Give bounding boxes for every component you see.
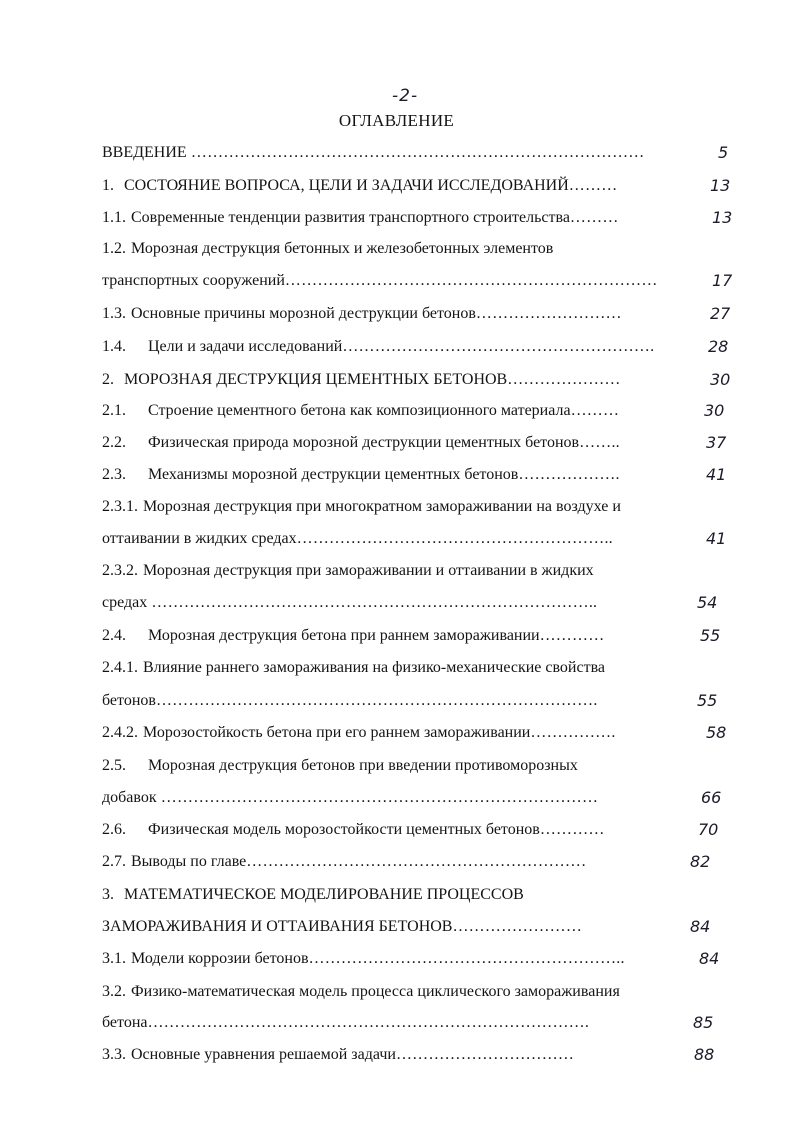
toc-entry-title: Выводы по главе xyxy=(131,853,247,870)
toc-entry-leader: ………… xyxy=(539,627,605,644)
toc-entry-leader: ……………………… xyxy=(475,305,622,322)
toc-entry xyxy=(102,494,621,520)
toc-entry-leader: ………… xyxy=(539,821,605,838)
toc-entry-title: транспортных сооружений xyxy=(102,272,285,289)
toc-entry xyxy=(102,882,524,908)
toc-entry-number: 2.3.1. xyxy=(102,498,138,515)
toc-entry-title: Морозная деструкция бетонных и железобетонных элементов xyxy=(131,240,554,257)
toc-entry-number: 1. xyxy=(102,177,114,194)
toc-entry-title: Основные причины морозной деструкции бетонов xyxy=(131,305,476,322)
toc-entry xyxy=(102,753,578,779)
toc-entry xyxy=(102,979,620,1005)
toc-entry-leader: …………………………………………………. xyxy=(342,338,655,355)
toc-entry-title: оттаивании в жидких средах xyxy=(102,530,297,547)
toc-entry-number: 2. xyxy=(102,371,114,388)
toc-entry-leader: …………………………… xyxy=(395,1046,575,1063)
toc-entry-number: 2.5. xyxy=(102,757,126,774)
toc-entry-page: 41 xyxy=(706,465,727,484)
toc-entry-page: 30 xyxy=(710,370,731,389)
toc-entry-leader: ……………. xyxy=(530,724,616,741)
toc-entry-number: 1.3. xyxy=(102,305,126,322)
toc-entry-leader: ……………………………………………………………………….. xyxy=(147,594,598,611)
toc-entry-page: 88 xyxy=(694,1045,715,1064)
toc-entry-title: добавок xyxy=(102,789,157,806)
toc-entry-number: 1.1. xyxy=(102,209,126,226)
toc-entry xyxy=(102,398,619,424)
toc-entry xyxy=(102,526,613,552)
toc-entry-number: 2.4. xyxy=(102,627,126,644)
toc-entry xyxy=(102,236,553,262)
toc-entry-title: Морозная деструкция при замораживании и оттаивании в жидких xyxy=(143,562,594,579)
toc-entry xyxy=(102,914,582,940)
toc-entry xyxy=(102,367,621,393)
toc-entry-title: средах xyxy=(102,594,148,611)
toc-entry-page: 66 xyxy=(701,788,722,807)
toc-entry-number: 2.6. xyxy=(102,821,126,838)
toc-entry-page: 41 xyxy=(706,529,727,548)
toc-entry-title: Физико-математическая модель процесса циклического замораживания xyxy=(131,983,620,1000)
toc-entry xyxy=(102,205,619,231)
toc-entry xyxy=(102,462,620,488)
page-title: ОГЛАВЛЕНИЕ xyxy=(338,111,455,130)
toc-entry-leader: ……………………………………………………… xyxy=(246,853,587,870)
toc-entry-leader: …….. xyxy=(579,434,620,451)
toc-entry-page: 84 xyxy=(690,917,711,936)
toc-entry-number: 1.2. xyxy=(102,240,126,257)
toc-entry-page: 5 xyxy=(718,143,729,162)
toc-entry-title: бетонов xyxy=(102,692,156,709)
toc-entry-title: ЗАМОРАЖИВАНИЯ И ОТТАИВАНИЯ БЕТОНОВ xyxy=(102,918,453,935)
toc-entry-title: ВВЕДЕНИЕ xyxy=(102,144,187,161)
toc-entry-leader: ………………………………………………….. xyxy=(296,530,613,547)
toc-entry-page: 13 xyxy=(712,208,733,227)
toc-entry-leader: ………………………………………………………………………… xyxy=(186,144,645,161)
toc-entry-title: МОРОЗНАЯ ДЕСТРУКЦИЯ ЦЕМЕНТНЫХ БЕТОНОВ xyxy=(124,371,508,388)
toc-entry-number: 2.7. xyxy=(102,853,126,870)
toc-entry-leader: ……… xyxy=(568,177,618,194)
toc-entry-page: 55 xyxy=(697,691,718,710)
toc-entry xyxy=(102,817,605,843)
toc-entry-page: 84 xyxy=(699,949,720,968)
toc-entry-number: 3.1. xyxy=(102,950,126,967)
toc-entry-title: Морозная деструкция бетона при раннем замораживании xyxy=(148,627,540,644)
toc-entry-number: 2.4.2. xyxy=(102,724,138,741)
toc-entry-page: 55 xyxy=(700,626,721,645)
toc-entry-page: 13 xyxy=(710,176,731,195)
toc-entry-number: 2.2. xyxy=(102,434,126,451)
toc-entry xyxy=(102,720,616,746)
toc-entry xyxy=(102,688,598,714)
toc-entry-title: Модели коррозии бетонов xyxy=(131,950,309,967)
toc-entry-title: Морозная деструкция бетонов при введении противоморозных xyxy=(148,757,578,774)
toc-entry-number: 3.3. xyxy=(102,1046,126,1063)
toc-entry xyxy=(102,268,658,294)
toc-entry-title: СОСТОЯНИЕ ВОПРОСА, ЦЕЛИ И ЗАДАЧИ ИССЛЕДОВАНИЙ xyxy=(124,177,569,194)
toc-entry-title: Физическая природа морозной деструкции цементных бетонов xyxy=(148,434,580,451)
toc-entry-title: МАТЕМАТИЧЕСКОЕ МОДЕЛИРОВАНИЕ ПРОЦЕССОВ xyxy=(124,886,524,903)
toc-entry xyxy=(102,946,625,972)
toc-entry xyxy=(102,590,597,616)
toc-entry-title: Современные тенденции развития транспортного строительства xyxy=(131,209,570,226)
toc-entry-leader: ………………. xyxy=(518,466,620,483)
toc-entry-page: 17 xyxy=(712,271,733,290)
toc-entry xyxy=(102,301,622,327)
toc-entry-leader: ……… xyxy=(570,402,620,419)
toc-entry-leader: …………………………………………………………… xyxy=(284,272,658,289)
toc-entry xyxy=(102,558,594,584)
toc-entry-title: Цели и задачи исследований xyxy=(148,338,343,355)
toc-entry-leader: ……… xyxy=(569,209,619,226)
toc-entry xyxy=(102,849,586,875)
toc-entry-page: 54 xyxy=(697,593,718,612)
toc-entry-title: Основные уравнения решаемой задачи xyxy=(131,1046,396,1063)
toc-entry-title: Физическая модель морозостойкости цементных бетонов xyxy=(148,821,540,838)
toc-entry xyxy=(102,140,645,166)
toc-entry-leader: ………………………………………………….. xyxy=(308,950,625,967)
toc-entry-page: 70 xyxy=(698,820,719,839)
toc-entry xyxy=(102,1010,589,1036)
toc-entry-leader: …………………… xyxy=(452,918,583,935)
toc-entry-leader: ……………………………………………………………………… xyxy=(156,789,599,806)
toc-entry-leader: ………………………………………………………………………. xyxy=(155,692,598,709)
toc-entry-number: 3. xyxy=(102,886,114,903)
toc-entry-leader: ………………… xyxy=(507,371,621,388)
toc-entry xyxy=(102,655,605,681)
toc-entry-title: Морозостойкость бетона при его раннем замораживании xyxy=(143,724,531,741)
toc-entry xyxy=(102,785,598,811)
toc-entry-page: 30 xyxy=(704,401,725,420)
toc-entry-number: 2.4.1. xyxy=(102,659,138,676)
toc-entry-page: 27 xyxy=(710,304,731,323)
toc-entry-title: Строение цементного бетона как композиционного материала xyxy=(148,402,571,419)
page-number: -2- xyxy=(392,86,419,106)
toc-entry xyxy=(102,623,604,649)
toc-entry-leader: ………………………………………………………………………. xyxy=(147,1014,590,1031)
toc-entry-page: 37 xyxy=(706,433,727,452)
toc-entry-number: 2.3.2. xyxy=(102,562,138,579)
toc-entry xyxy=(102,430,620,456)
toc-entry xyxy=(102,334,654,360)
toc-entry-number: 3.2. xyxy=(102,983,126,1000)
toc-entry-title: Морозная деструкция при многократном замораживании на воздухе и xyxy=(143,498,621,515)
toc-entry-page: 82 xyxy=(690,852,711,871)
toc-entry xyxy=(102,173,617,199)
toc-entry-title: бетона xyxy=(102,1014,148,1031)
toc-entry-number: 2.3. xyxy=(102,466,126,483)
toc-entry-page: 85 xyxy=(693,1013,714,1032)
toc-entry xyxy=(102,1042,574,1068)
toc-entry-page: 28 xyxy=(708,337,729,356)
toc-entry-title: Влияние раннего замораживания на физико-механические свойства xyxy=(143,659,606,676)
toc-entry-title: Механизмы морозной деструкции цементных бетонов xyxy=(148,466,519,483)
toc-entry-number: 2.1. xyxy=(102,402,126,419)
toc-entry-number: 1.4. xyxy=(102,338,126,355)
toc-entry-page: 58 xyxy=(706,723,727,742)
